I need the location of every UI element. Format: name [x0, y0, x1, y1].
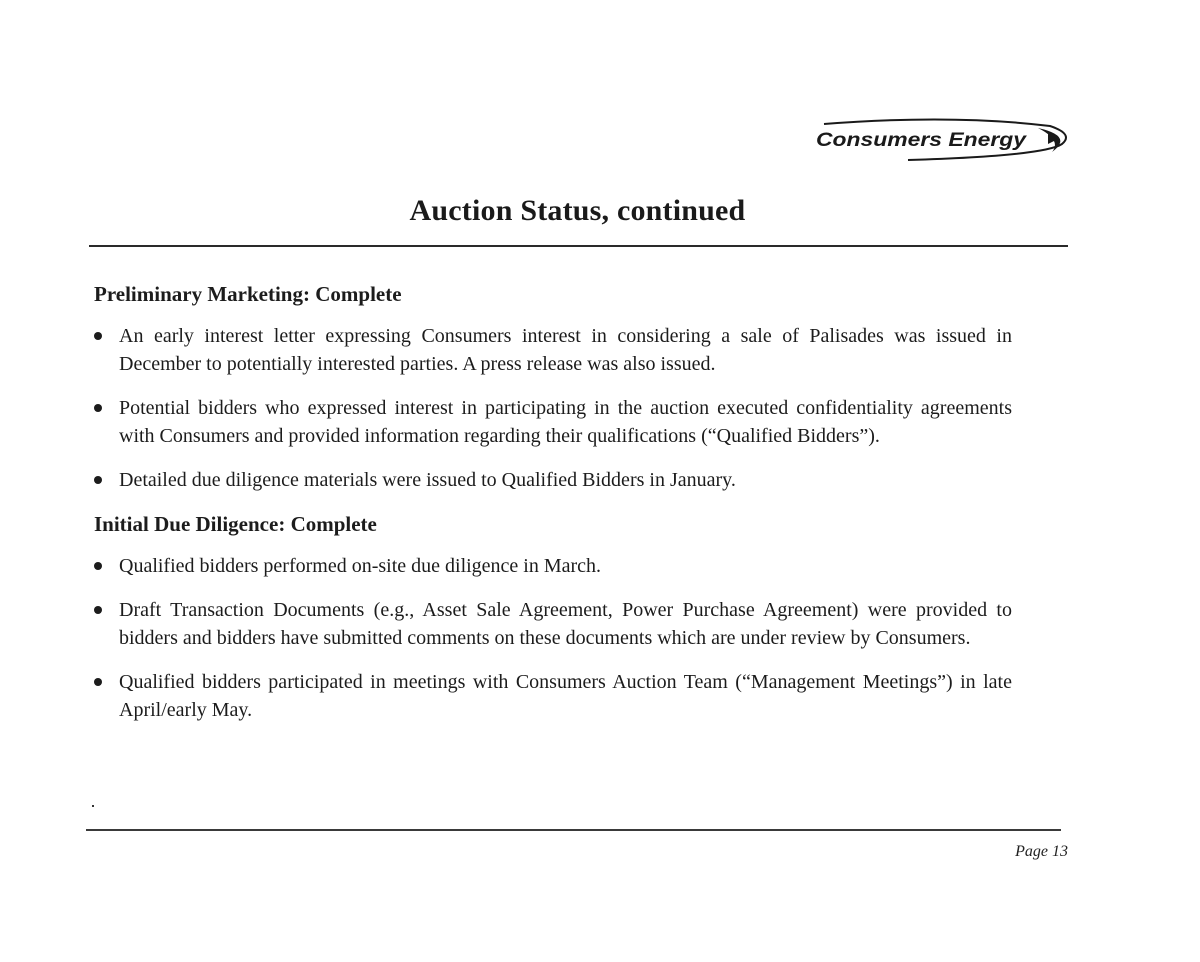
bullet-icon: [94, 562, 102, 570]
preliminary-marketing-list: [92, 322, 1012, 494]
list-item-text: Qualified bidders participated in meetings with Consumers Auction Team (“Management Meetings”) in late April/early May.: [119, 671, 1012, 721]
page-title: Auction Status, continued: [409, 194, 746, 227]
section-heading-initial-due-diligence: Initial Due Diligence: Complete: [94, 512, 377, 536]
initial-due-diligence-list: [92, 552, 1012, 724]
document-body: [92, 280, 1012, 740]
list-item-text: Qualified bidders performed on-site due diligence in March.: [119, 555, 602, 577]
list-item: [92, 668, 1012, 724]
scan-speck: [92, 805, 94, 807]
list-item-text: Potential bidders who expressed interest in participating in the auction executed confidentiality agreements with Consumers and provided information regarding their qualifications (“Qualified Bidders”).: [119, 397, 1012, 447]
section-heading-preliminary-marketing: Preliminary Marketing: Complete: [94, 282, 402, 306]
list-item-text: Draft Transaction Documents (e.g., Asset Sale Agreement, Power Purchase Agreement) were provided to bidders and bidders have submitted comments on these documents which are under review by Consumers.: [119, 599, 1012, 649]
bullet-icon: [94, 606, 102, 614]
list-item: [92, 552, 1012, 580]
list-item-text: Detailed due diligence materials were issued to Qualified Bidders in January.: [119, 469, 736, 491]
bullet-icon: [94, 678, 102, 686]
list-item: [92, 394, 1012, 450]
list-item-text: An early interest letter expressing Consumers interest in considering a sale of Palisades was issued in December to potentially interested parties. A press release was also issued.: [119, 325, 1012, 375]
list-item: [92, 322, 1012, 378]
svg-text:Consumers Energy: Consumers Energy: [816, 130, 1028, 151]
list-item: [92, 466, 1012, 494]
bullet-icon: [94, 476, 102, 484]
footer-divider: [86, 829, 1061, 831]
consumers-energy-logo: [812, 112, 1072, 168]
bullet-icon: [94, 332, 102, 340]
page-number: Page 13: [1015, 843, 1068, 860]
bullet-icon: [94, 404, 102, 412]
list-item: [92, 596, 1012, 652]
header-divider: [89, 245, 1068, 247]
